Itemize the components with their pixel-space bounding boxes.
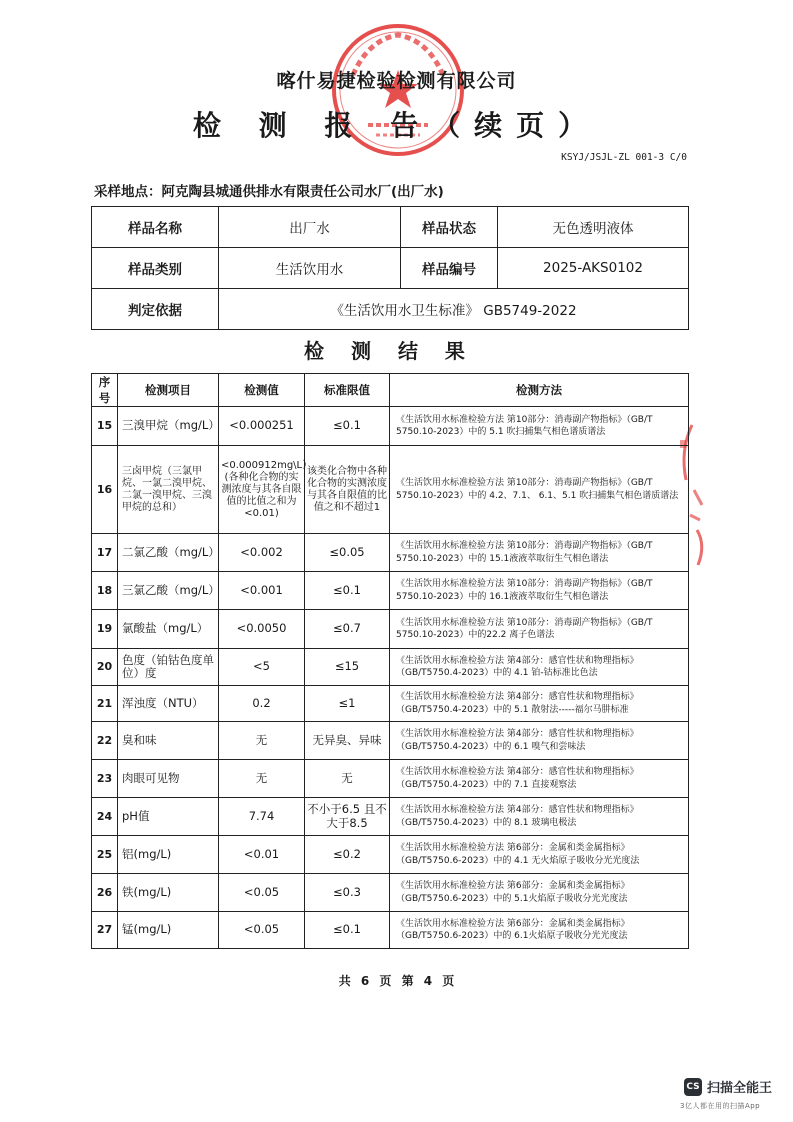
- row-item: 色度（铂钴色度单位）度: [118, 649, 219, 686]
- scanner-app-name: 扫描全能王: [707, 1081, 773, 1096]
- row-value: 0.2: [219, 686, 305, 722]
- row-item: 肉眼可见物: [118, 760, 219, 798]
- row-value: <0.000251: [219, 407, 305, 446]
- row-value: 无: [219, 760, 305, 798]
- row-no: 18: [92, 572, 118, 610]
- header-value: 检测值: [219, 374, 305, 407]
- header-no: 序号: [92, 374, 118, 407]
- sample-name-label: 样品名称: [92, 207, 219, 248]
- row-method: 《生活饮用水标准检验方法 第6部分：金属和类金属指标》（GB/T5750.6-2023）中的 4.1 无火焰原子吸收分光光度法: [390, 836, 689, 874]
- row-value: 无: [219, 722, 305, 760]
- row-item: pH值: [118, 798, 219, 836]
- row-method: 《生活饮用水标准检验方法 第10部分：消毒副产物指标》（GB/T 5750.10-2023）中的22.2 离子色谱法: [390, 610, 689, 649]
- row-method: 《生活饮用水标准检验方法 第4部分：感官性状和物理指标》（GB/T5750.4-2023）中的 4.1 铂-钴标准比色法: [390, 649, 689, 686]
- row-method: 《生活饮用水标准检验方法 第4部分：感官性状和物理指标》（GB/T5750.4-2023）中的 7.1 直接观察法: [390, 760, 689, 798]
- sample-number-label: 样品编号: [401, 248, 498, 289]
- header-item: 检测项目: [118, 374, 219, 407]
- sample-name-value: 出厂水: [219, 207, 401, 248]
- row-item: 锰(mg/L): [118, 912, 219, 949]
- company-name: 喀什易捷检验检测有限公司: [276, 70, 517, 92]
- row-no: 22: [92, 722, 118, 760]
- sample-state-label: 样品状态: [401, 207, 498, 248]
- row-value: <0.05: [219, 874, 305, 912]
- sample-number-value: 2025-AKS0102: [498, 248, 689, 289]
- table-row: [92, 649, 689, 686]
- camscanner-logo-icon: CS: [684, 1078, 702, 1096]
- header-method: 检测方法: [390, 374, 689, 407]
- row-no: 21: [92, 686, 118, 722]
- row-item: 浑浊度（NTU）: [118, 686, 219, 722]
- row-limit: ≤0.1: [305, 407, 390, 446]
- table-row: [92, 760, 689, 798]
- row-method: 《生活饮用水标准检验方法 第6部分：金属和类金属指标》（GB/T5750.6-2023）中的 6.1火焰原子吸收分光光度法: [390, 912, 689, 949]
- row-limit: 无: [305, 760, 390, 798]
- table-row: [92, 912, 689, 949]
- row-no: 27: [92, 912, 118, 949]
- basis-label: 判定依据: [92, 289, 219, 330]
- sample-category-label: 样品类别: [92, 248, 219, 289]
- scanner-watermark: [684, 1077, 772, 1096]
- row-method: 《生活饮用水标准检验方法 第6部分：金属和类金属指标》（GB/T5750.6-2023）中的 5.1火焰原子吸收分光光度法: [390, 874, 689, 912]
- row-limit: ≤0.1: [305, 572, 390, 610]
- document-code: KSYJ/JSJL-ZL 001-3 C/0: [561, 152, 687, 163]
- report-title: 检 测 报 告（续页）: [192, 109, 601, 142]
- row-limit: ≤0.05: [305, 534, 390, 572]
- table-row: [92, 874, 689, 912]
- row-value: <0.000912mg\L）(各种化合物的实测浓度与其各自限值的比值之和为<0.01): [219, 446, 305, 534]
- row-item: 三卤甲烷（三氯甲烷、一氯二溴甲烷、二氯一溴甲烷、三溴甲烷的总和）: [118, 446, 219, 534]
- page-indicator: 共 6 页 第 4 页: [338, 974, 455, 988]
- results-table: [91, 373, 689, 949]
- row-value: <5: [219, 649, 305, 686]
- scanner-app-tagline: 3亿人都在用的扫描App: [680, 1102, 761, 1110]
- row-limit: ≤0.3: [305, 874, 390, 912]
- table-row: [92, 534, 689, 572]
- row-item: 三溴甲烷（mg/L）: [118, 407, 219, 446]
- row-value: <0.001: [219, 572, 305, 610]
- row-method: 《生活饮用水标准检验方法 第10部分：消毒副产物指标》（GB/T 5750.10-2023）中的 4.2、7.1、 6.1、5.1 吹扫捕集气相色谱质谱法: [390, 446, 689, 534]
- row-no: 16: [92, 446, 118, 534]
- results-header-row: [92, 374, 689, 407]
- table-row: [92, 572, 689, 610]
- row-no: 17: [92, 534, 118, 572]
- sample-state-value: 无色透明液体: [498, 207, 689, 248]
- row-limit: ≤0.2: [305, 836, 390, 874]
- table-row: [92, 686, 689, 722]
- row-method: 《生活饮用水标准检验方法 第4部分：感官性状和物理指标》（GB/T5750.4-2023）中的 5.1 散射法-----福尔马肼标准: [390, 686, 689, 722]
- results-section-title: 检 测 结 果: [304, 339, 475, 363]
- basis-value: 《生活饮用水卫生标准》 GB5749-2022: [219, 289, 689, 330]
- row-no: 19: [92, 610, 118, 649]
- row-item: 氯酸盐（mg/L）: [118, 610, 219, 649]
- row-limit: ≤1: [305, 686, 390, 722]
- row-method: 《生活饮用水标准检验方法 第4部分：感官性状和物理指标》（GB/T5750.4-2023）中的 8.1 玻璃电极法: [390, 798, 689, 836]
- row-limit: ≤0.7: [305, 610, 390, 649]
- row-method: 《生活饮用水标准检验方法 第4部分：感官性状和物理指标》（GB/T5750.4-2023）中的 6.1 嗅气和尝味法: [390, 722, 689, 760]
- row-value: <0.002: [219, 534, 305, 572]
- table-row: [92, 836, 689, 874]
- row-limit: ≤0.1: [305, 912, 390, 949]
- sample-info-table: [91, 206, 689, 330]
- row-no: 26: [92, 874, 118, 912]
- row-item: 铁(mg/L): [118, 874, 219, 912]
- sample-category-value: 生活饮用水: [219, 248, 401, 289]
- row-item: 铝(mg/L): [118, 836, 219, 874]
- row-no: 20: [92, 649, 118, 686]
- table-row: [92, 610, 689, 649]
- row-value: <0.0050: [219, 610, 305, 649]
- table-row: [92, 446, 689, 534]
- row-no: 25: [92, 836, 118, 874]
- table-row: [92, 722, 689, 760]
- row-no: 23: [92, 760, 118, 798]
- row-method: 《生活饮用水标准检验方法 第10部分：消毒副产物指标》（GB/T 5750.10-2023）中的 15.1液液萃取衍生气相色谱法: [390, 534, 689, 572]
- row-limit: 该类化合物中各种化合物的实测浓度与其各自限值的比值之和不超过1: [305, 446, 390, 534]
- row-value: 7.74: [219, 798, 305, 836]
- row-method: 《生活饮用水标准检验方法 第10部分：消毒副产物指标》（GB/T 5750.10-2023）中的 5.1 吹扫捕集气相色谱质谱法: [390, 407, 689, 446]
- table-row: [92, 798, 689, 836]
- row-limit: 无异臭、异味: [305, 722, 390, 760]
- row-item: 臭和味: [118, 722, 219, 760]
- row-value: <0.05: [219, 912, 305, 949]
- row-no: 24: [92, 798, 118, 836]
- row-limit: ≤15: [305, 649, 390, 686]
- header-limit: 标准限值: [305, 374, 390, 407]
- table-row: [92, 407, 689, 446]
- sampling-location: 采样地点：阿克陶县城通供排水有限责任公司水厂(出厂水): [94, 184, 444, 200]
- row-item: 三氯乙酸（mg/L）: [118, 572, 219, 610]
- row-no: 15: [92, 407, 118, 446]
- row-value: <0.01: [219, 836, 305, 874]
- row-item: 二氯乙酸（mg/L）: [118, 534, 219, 572]
- row-method: 《生活饮用水标准检验方法 第10部分：消毒副产物指标》（GB/T 5750.10-2023）中的 16.1液液萃取衍生气相色谱法: [390, 572, 689, 610]
- row-limit: 不小于6.5 且不大于8.5: [305, 798, 390, 836]
